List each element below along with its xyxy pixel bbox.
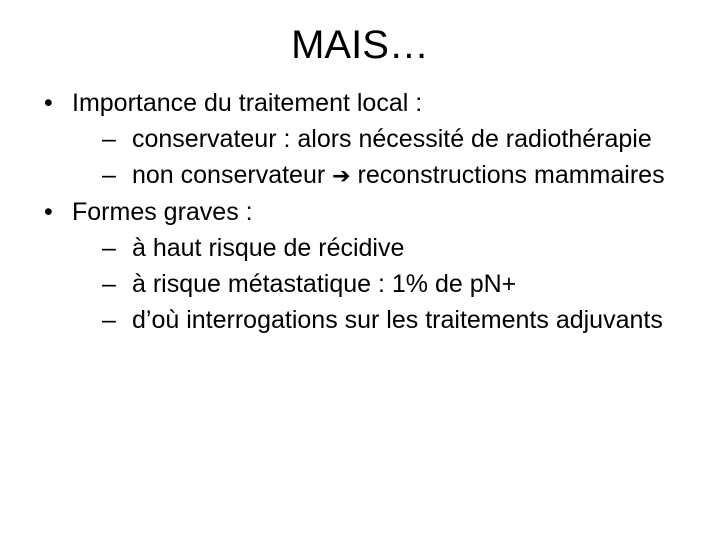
sub-bullet-text: à risque métastatique : 1% de pN+: [132, 270, 517, 298]
sub-bullet-text: d’où interrogations sur les traitements adjuvants: [132, 306, 663, 334]
sub-bullet-item: [72, 233, 682, 263]
sub-bullet-item: [72, 269, 682, 299]
dash-marker: –: [102, 270, 116, 298]
sub-bullet-text: conservateur : alors nécessité de radiothérapie: [132, 125, 652, 153]
sub-bullet-item: [72, 124, 682, 154]
bullet-item: [42, 197, 682, 335]
bullet-marker: •: [44, 89, 53, 117]
bullet-marker: •: [44, 198, 53, 226]
right-arrow-icon: ➔: [332, 163, 351, 188]
dash-marker: –: [102, 125, 116, 153]
bullet-text: Formes graves :: [72, 198, 253, 226]
sub-bullet-item: [72, 305, 682, 335]
sub-bullet-text: non conservateur: [132, 161, 326, 189]
sub-bullet-item: [72, 160, 682, 191]
dash-marker: –: [102, 161, 116, 189]
sub-bullet-text: à haut risque de récidive: [132, 234, 405, 262]
dash-marker: –: [102, 234, 116, 262]
slide-title: MAIS…: [291, 23, 429, 67]
sub-bullet-text: reconstructions mammaires: [357, 161, 665, 189]
bullet-text: Importance du traitement local :: [72, 89, 423, 117]
slide-content: [42, 88, 682, 341]
dash-marker: –: [102, 306, 116, 334]
bullet-item: [42, 88, 682, 191]
